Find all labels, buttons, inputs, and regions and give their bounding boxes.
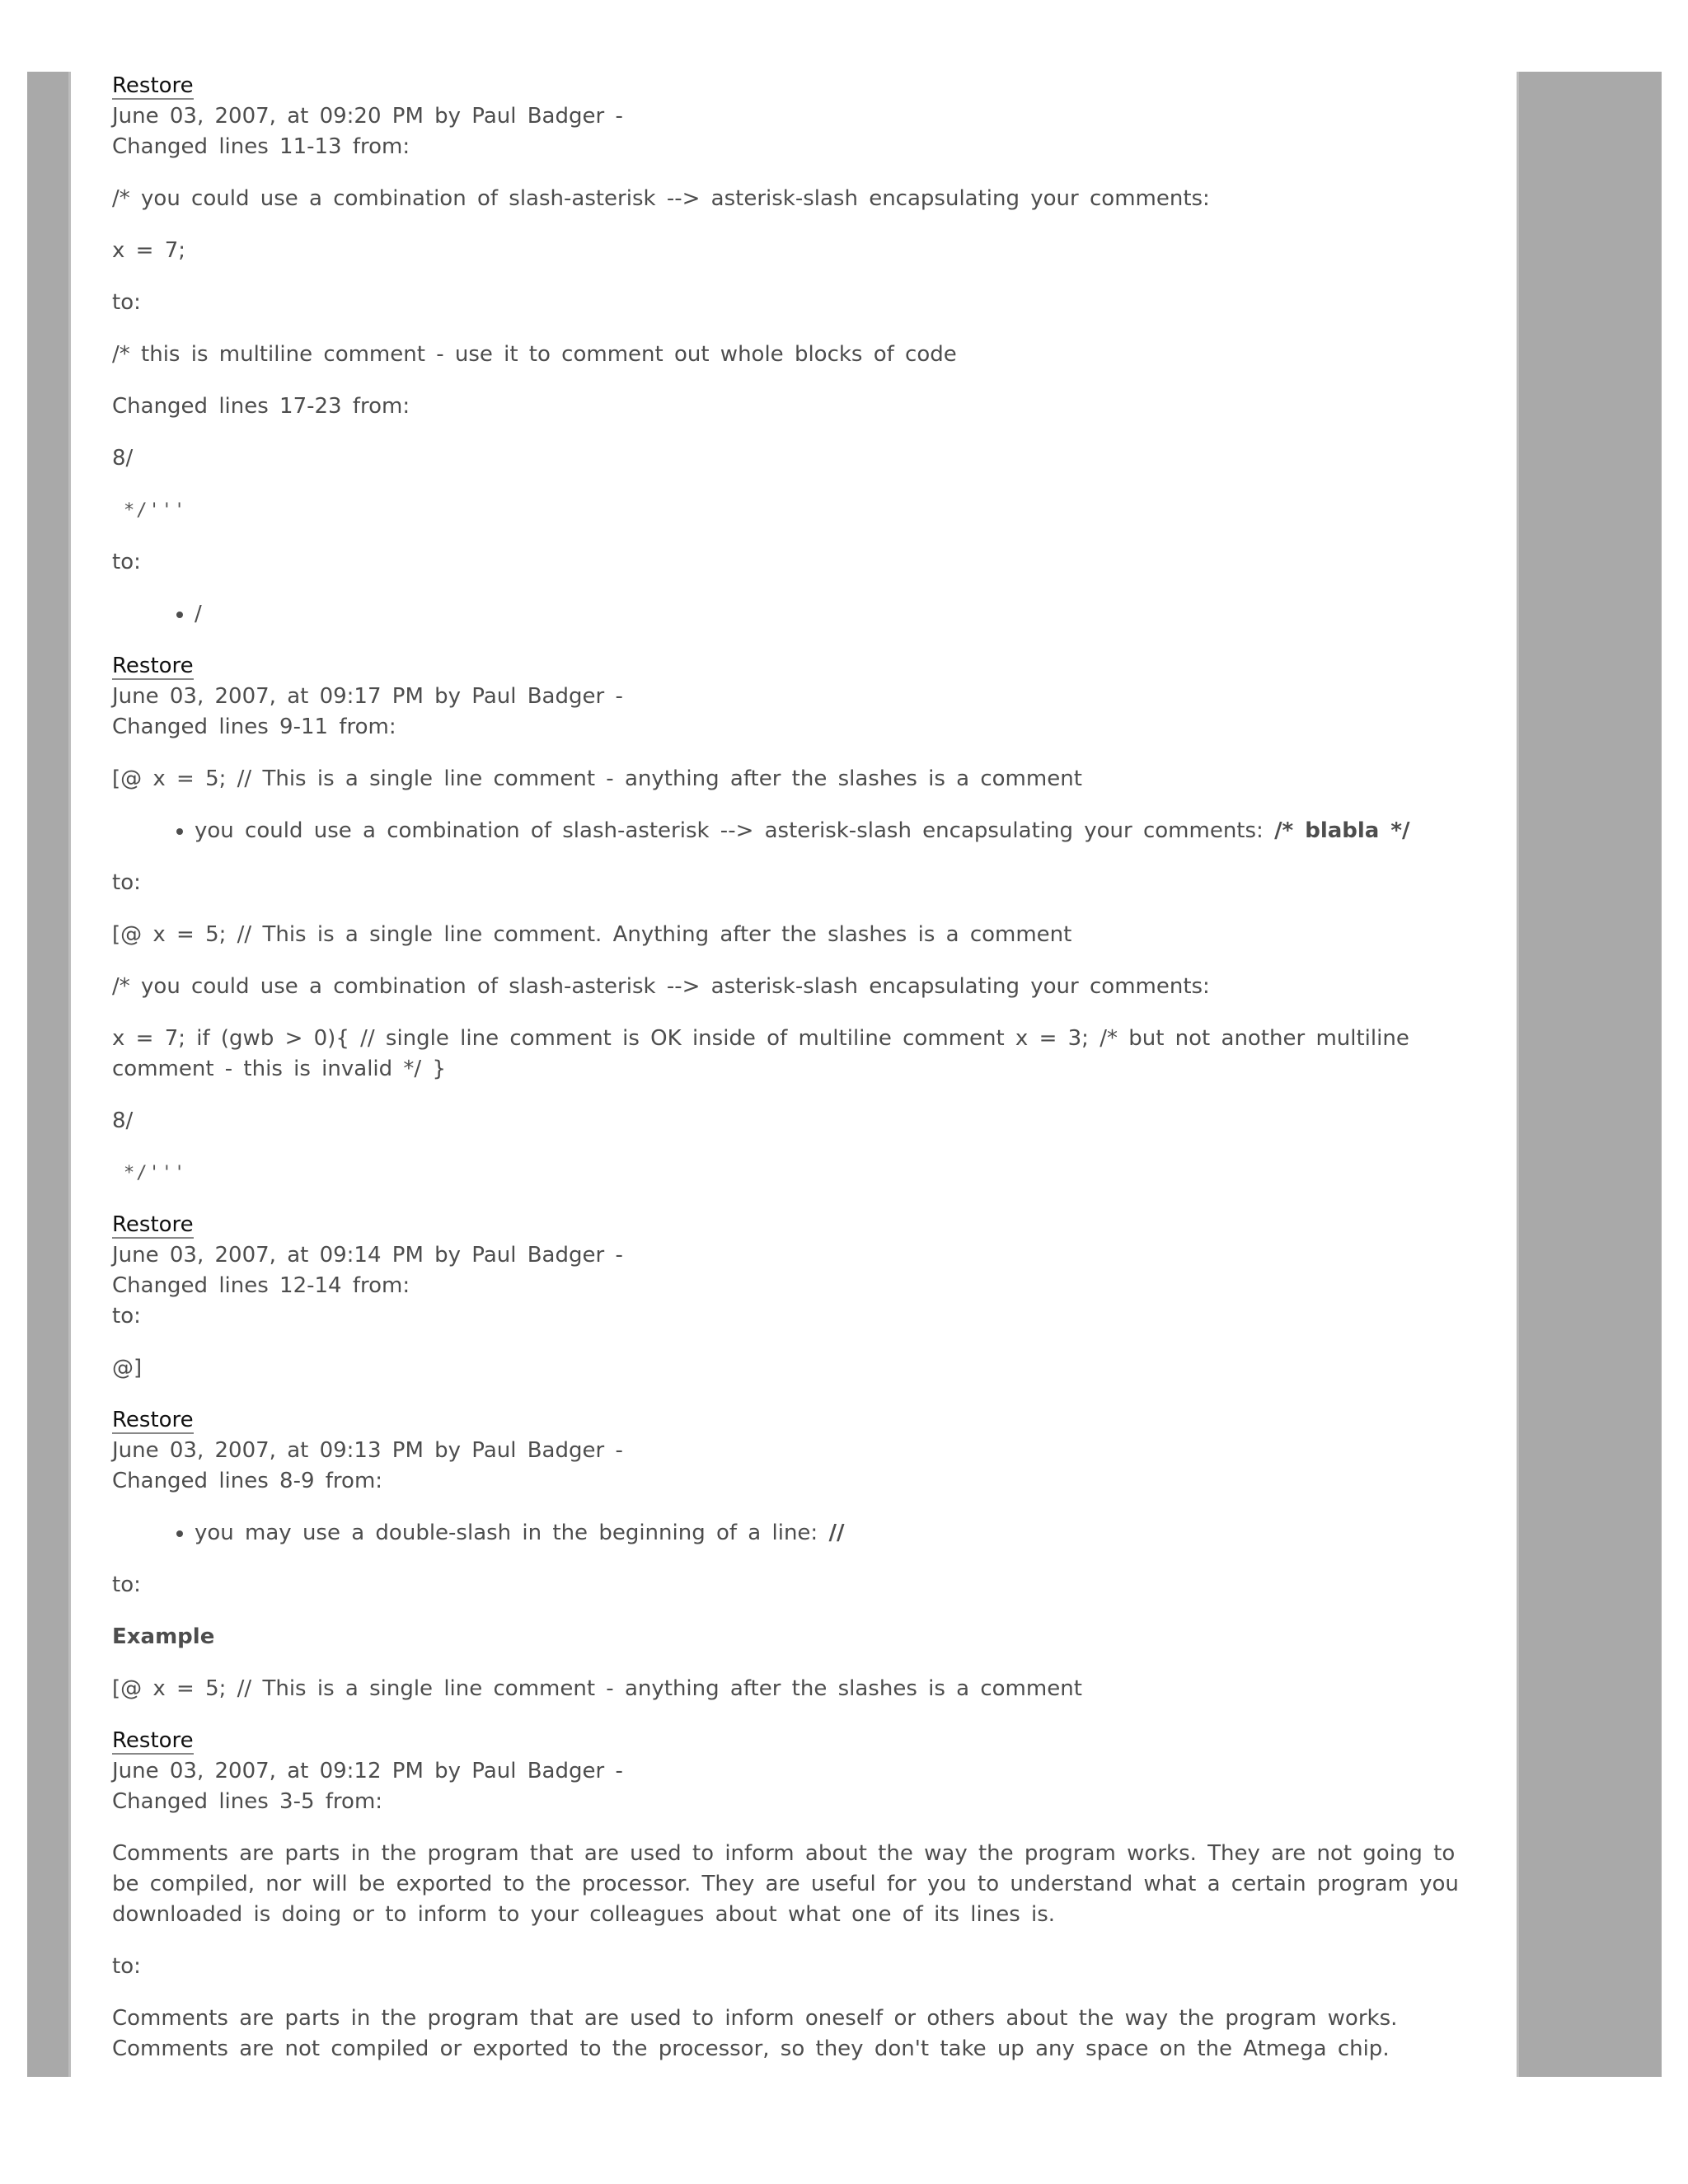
diff-paragraph: 8/ [112, 1108, 134, 1133]
diff-paragraph: x = 7; [112, 238, 186, 263]
entry-header: June 03, 2007, at 09:12 PM by Paul Badger - [112, 1759, 623, 1783]
diff-to-label: to: [112, 1954, 141, 1979]
diff-to-label: to: [112, 870, 141, 895]
left-page-border [27, 72, 71, 2077]
list-item-text: you could use a combination of slash-asterisk --> asterisk-slash encapsulating your comments: [195, 818, 1275, 843]
changed-lines: Changed lines 3-5 from: [112, 1789, 383, 1814]
list-item-bold: /* blabla */ [1274, 818, 1410, 843]
bullet-list [112, 599, 1472, 630]
diff-to-label: to: [112, 290, 141, 315]
diff-paragraph: [@ x = 5; // This is a single line comment - anything after the slashes is a comment [112, 1676, 1082, 1701]
list-item-text: you may use a double-slash in the beginning of a line: [195, 1521, 829, 1545]
history-entry [112, 1726, 1472, 2064]
code-line: */''' [124, 500, 187, 521]
restore-link[interactable]: Restore [112, 654, 194, 678]
history-entry [112, 1405, 1472, 1704]
entry-header: June 03, 2007, at 09:17 PM by Paul Badger - [112, 684, 623, 709]
history-entry [112, 651, 1472, 1188]
history-entry [112, 1210, 1472, 1384]
diff-paragraph: /* you could use a combination of slash-asterisk --> asterisk-slash encapsulating your comments: [112, 186, 1210, 211]
entry-header: June 03, 2007, at 09:13 PM by Paul Badger - [112, 1438, 623, 1463]
changed-lines: Changed lines 9-11 from: [112, 715, 396, 739]
right-page-border [1517, 72, 1662, 2077]
entry-header: June 03, 2007, at 09:20 PM by Paul Badger - [112, 104, 623, 129]
list-item [195, 816, 1472, 846]
entry-header: June 03, 2007, at 09:14 PM by Paul Badger - [112, 1243, 623, 1268]
restore-link[interactable]: Restore [112, 1408, 194, 1432]
diff-to-label: to: [112, 1304, 141, 1329]
section-heading: Example [112, 1624, 215, 1649]
changed-lines: Changed lines 8-9 from: [112, 1469, 383, 1493]
history-entry [112, 71, 1472, 630]
changed-lines: Changed lines 11-13 from: [112, 134, 410, 159]
list-item: • / [195, 599, 1472, 630]
changed-lines: Changed lines 17-23 from: [112, 394, 410, 419]
diff-paragraph: [@ x = 5; // This is a single line comment - anything after the slashes is a comment [112, 766, 1082, 791]
bullet-list [112, 1518, 1472, 1549]
diff-paragraph: /* this is multiline comment - use it to comment out whole blocks of code [112, 342, 957, 367]
diff-to-label: to: [112, 550, 141, 574]
bullet-list [112, 816, 1472, 846]
list-item [195, 1518, 1472, 1549]
diff-to-label: to: [112, 1572, 141, 1597]
changed-lines: Changed lines 12-14 from: [112, 1273, 410, 1298]
diff-paragraph: x = 7; if (gwb > 0){ // single line comment is OK inside of multiline comment x = 3; /* but not another multiline comment - this is invalid */ } [112, 1026, 1409, 1081]
code-line: */''' [124, 1163, 187, 1183]
list-item-bold: // [828, 1521, 845, 1545]
diff-paragraph: /* you could use a combination of slash-asterisk --> asterisk-slash encapsulating your comments: [112, 974, 1210, 999]
restore-link[interactable]: Restore [112, 73, 194, 98]
diff-paragraph: Comments are parts in the program that are used to inform about the way the program works. They are not going to be compiled, nor will be exported to the processor. They are useful for you to understand what a certain program you downloaded is doing or to inform to your colleagues about what one of its lines is. [112, 1841, 1459, 1927]
diff-paragraph: [@ x = 5; // This is a single line comment. Anything after the slashes is a comment [112, 922, 1072, 947]
diff-paragraph: @] [112, 1356, 143, 1380]
page-history-content [112, 71, 1472, 2064]
restore-link[interactable]: Restore [112, 1212, 194, 1237]
diff-paragraph: Comments are parts in the program that are used to inform oneself or others about the way the program works. Comments are not compiled or exported to the processor, so they don't take up any space on the Atmega chip. [112, 2006, 1398, 2061]
diff-paragraph: 8/ [112, 446, 134, 471]
restore-link[interactable]: Restore [112, 1728, 194, 1753]
